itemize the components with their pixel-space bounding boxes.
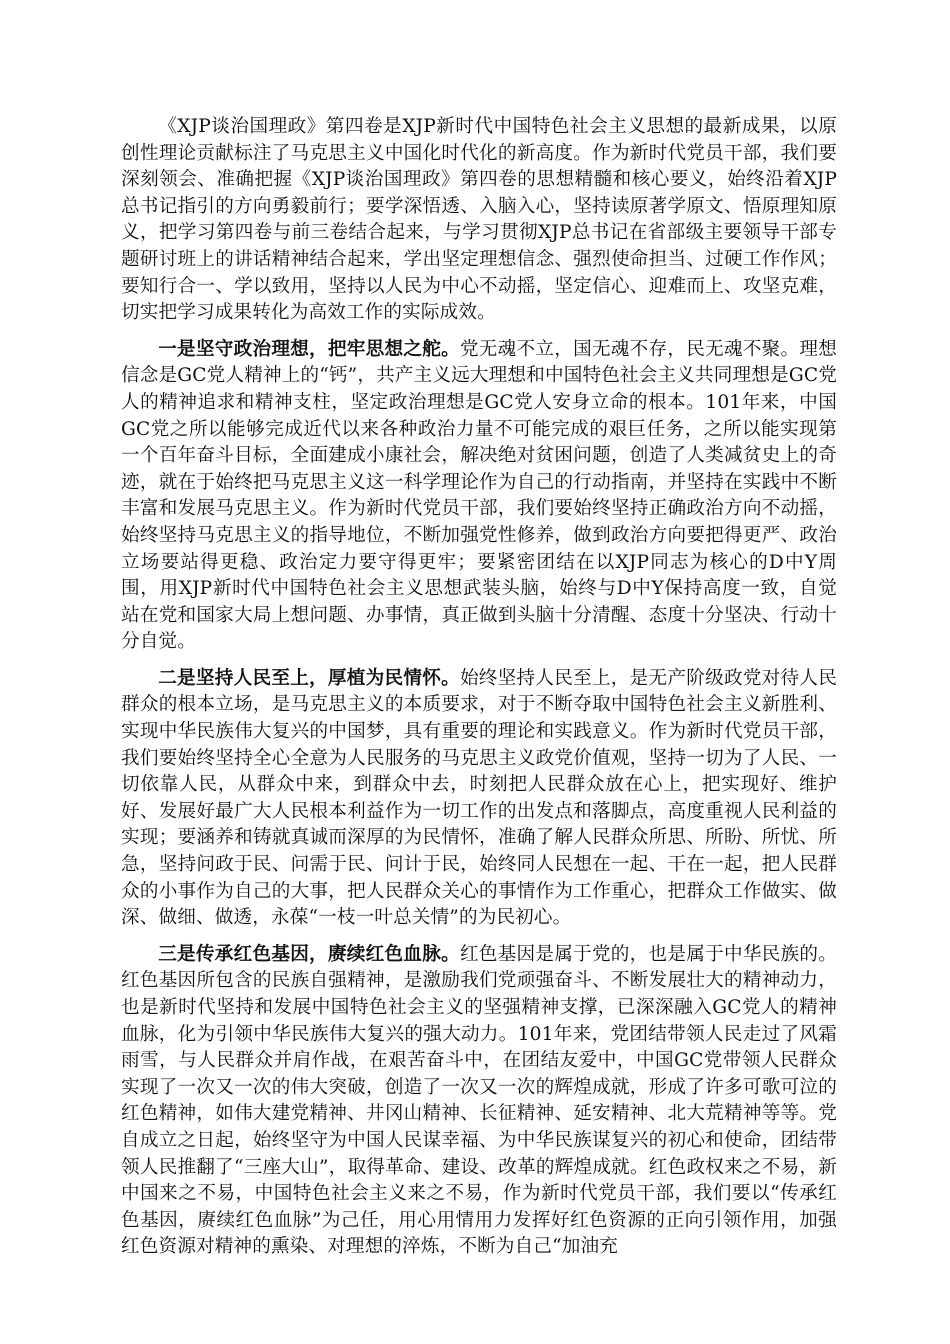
paragraph-body: 始终坚持人民至上，是无产阶级政党对待人民群众的根本立场，是马克思主义的本质要求，对于不断夺取中国特色社会主义新胜利、实现中华民族伟大复兴的中国梦，具有重要的理论和实践意义。作为新时代党员干部，我们要始终坚持全心全意为人民服务的马克思主义政党价值观，坚持一切为了人民、一切依靠人民，从群众中来，到群众中去，时刻把人民群众放在心上，把实现好、维护好、发展好最广大人民根本利益作为一切工作的出发点和落脚点，高度重视人民利益的实现；要涵养和铸就真诚而深厚的为民情怀，准确了解人民群众所思、所盼、所忧、所急，坚持问政于民、问需于民、问计于民，始终同人民想在一起、干在一起，把人民群众的小事作为自己的大事，把人民群众关心的事情作为工作重心，把群众工作做实、做深、做细、做透，永葆“一枝一叶总关情”的为民初心。 [121,667,837,929]
section-three-heading: 三是传承红色基因，赓续红色血脉。 [158,943,460,965]
section-two-paragraph [121,666,837,932]
section-two-heading: 二是坚持人民至上，厚植为民情怀。 [158,667,460,689]
paragraph-body: 党无魂不立，国无魂不存，民无魂不聚。理想信念是GC党人精神上的“钙”，共产主义远大理想和中国特色社会主义共同理想是GC党人的精神追求和精神支柱，坚定政治理想是GC党人安身立命的根本。101年来，中国GC党之所以能够完成近代以来各种政治力量不可能完成的艰巨任务，之所以能实现第一个百年奋斗目标，全面建成小康社会，解决绝对贫困问题，创造了人类减贫史上的奇迹，就在于始终把马克思主义这一科学理论作为自己的行动指南，并坚持在实践中不断丰富和发展马克思主义。作为新时代党员干部，我们要始终坚持正确政治方向不动摇，始终坚持马克思主义的指导地位，不断加强党性修养，做到政治方向要把得更严、政治立场要站得更稳、政治定力要守得更牢；要紧密团结在以XJP同志为核心的D中Y周围，用XJP新时代中国特色社会主义思想武装头脑，始终与D中Y保持高度一致，自觉站在党和国家大局上想问题、办事情，真正做到头脑十分清醒、态度十分坚决、行动十分自觉。 [121,338,837,653]
section-one-paragraph [121,337,837,656]
section-three-paragraph [121,942,837,1261]
intro-paragraph [121,114,837,327]
section-one-heading: 一是坚守政治理想，把牢思想之舵。 [158,338,460,360]
paragraph-body: 《XJP谈治国理政》第四卷是XJP新时代中国特色社会主义思想的最新成果，以原创性理论贡献标注了马克思主义中国化时代化的新高度。作为新时代党员干部，我们要深刻领会、准确把握《XJP谈治国理政》第四卷的思想精髓和核心要义，始终沿着XJP总书记指引的方向勇毅前行；要学深悟透、入脑入心，坚持读原著学原文、悟原理知原义，把学习第四卷与前三卷结合起来，与学习贯彻XJP总书记在省部级主要领导干部专题研讨班上的讲话精神结合起来，学出坚定理想信念、强烈使命担当、过硬工作作风；要知行合一、学以致用，坚持以人民为中心不动摇，坚定信心、迎难而上、攻坚克难，切实把学习成果转化为高效工作的实际成效。 [121,116,837,324]
paragraph-body: 红色基因是属于党的，也是属于中华民族的。红色基因所包含的民族自强精神，是激励我们党顽强奋斗、不断发展壮大的精神动力，也是新时代坚持和发展中国特色社会主义的坚强精神支撑，已深深融入GC党人的精神血脉，化为引领中华民族伟大复兴的强大动力。101年来，党团结带领人民走过了风霜雨雪，与人民群众并肩作战，在艰苦奋斗中，在团结友爱中，中国GC党带领人民群众实现了一次又一次的伟大突破，创造了一次又一次的辉煌成就，形成了许多可歌可泣的红色精神，如伟大建党精神、井冈山精神、长征精神、延安精神、北大荒精神等等。党自成立之日起，始终坚守为中国人民谋幸福、为中华民族谋复兴的初心和使命，团结带领人民推翻了“三座大山”，取得革命、建设、改革的辉煌成就。红色政权来之不易，新中国来之不易，中国特色社会主义来之不易，作为新时代党员干部，我们要以“传承红色基因，赓续红色血脉”为己任，用心用情用力发挥好红色资源的正向引领作用，加强红色资源对精神的熏染、对理想的淬炼，不断为自己“加油充 [121,943,837,1258]
document-page [121,114,837,1271]
